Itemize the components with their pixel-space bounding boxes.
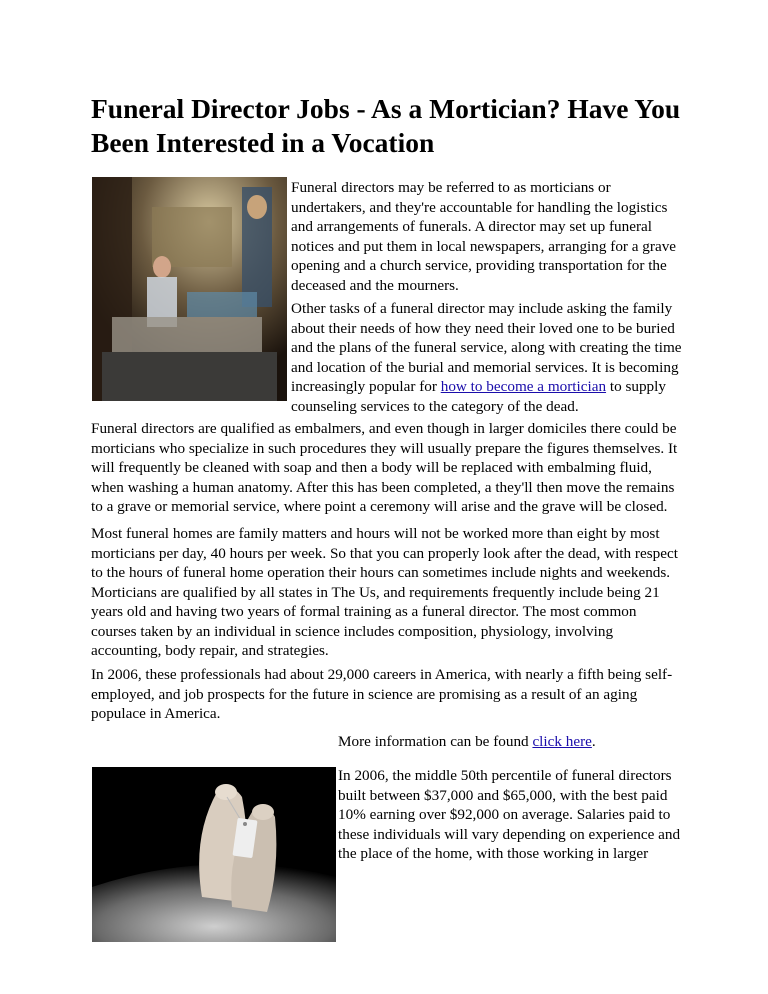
morgue-photo [92,177,287,401]
more-info-paragraph [338,732,698,752]
toe-tag-photo [92,767,336,942]
more-info-text: More information can be found [338,733,533,750]
salary-paragraph: In 2006, the middle 50th percentile of funeral directors built between $37,000 and $65,000, with the best paid 10% earning over $92,000 on average. Salaries paid to these individuals will vary depending on experience and the place of the home, with those working in larger [338,767,681,862]
embalmers-paragraph: Funeral directors are qualified as embalmers, and even though in larger domiciles there could be morticians who specialize in such procedures they will usually prepare the figures themselves. It will frequently be cleaned with soap and then a body will be replaced with embalming fluid, when washing a human anatomy. After this has been completed, a they'll then move the remains to a grave or memorial service, where point a ceremony will arise and the grave will be closed. [91,420,678,515]
tasks-text-end: to supply counseling services to the category of the dead. [291,378,666,415]
toe-tag-photo-graphic [92,767,336,942]
hours-paragraph: Most funeral homes are family matters and hours will not be worked more than eight by most morticians per day, 40 hours per week. So that you can properly look after the dead, with respect to the hours of funeral home operation their hours can sometimes include nights and weekends. Morticians are qualified by all states in The Us, and requirements frequently include being 21 years old and having two years of formal training as a funeral director. The most common courses taken by an individual in science includes composition, physiology, involving accounting, body repair, and strategies. [91,525,678,659]
morgue-photo-graphic [92,177,287,401]
click-here-link[interactable]: click here [532,733,592,750]
tasks-text: Other tasks of a funeral director may include asking the family about their needs of how they need their loved one to be buried and the plans of the funeral service, along with creating the time and location of the burial and memorial services. It is becoming increasingly popular for [291,300,682,395]
careers-paragraph: In 2006, these professionals had about 29,000 careers in America, with nearly a fifth being self-employed, and job prospects for the future in science are promising as a result of an aging populace in America. [91,666,673,722]
more-info-period: . [591,733,596,750]
how-to-become-mortician-link[interactable]: how to become a mortician [440,378,607,395]
tasks-paragraph [291,299,686,416]
document-title: Funeral Director Jobs - As a Mortician? Have You Been Interested in a Vocation [91,93,681,158]
intro-paragraph: Funeral directors may be referred to as morticians or undertakers, and they're accountable for handling the logistics and arrangements of funerals. A director may set up funeral notices and put them in local newspapers, arranging for a grave opening and a church service, providing transportation for the deceased and the mourners. [291,179,677,294]
